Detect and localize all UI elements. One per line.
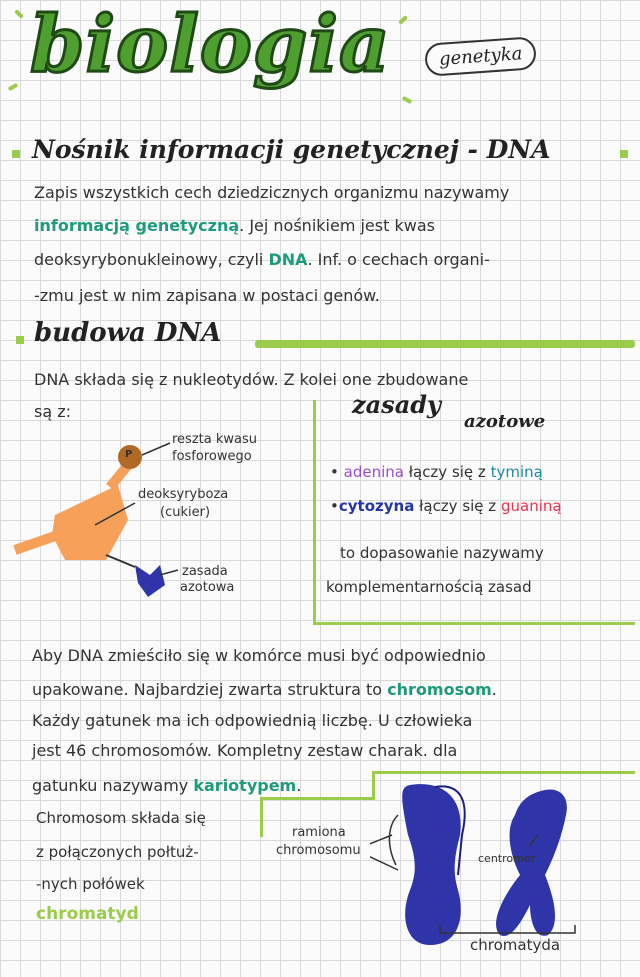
text-line: deoksyrybonukleinowy, czyli DNA. Inf. o cechach organi-	[34, 250, 490, 269]
text-line: jest 46 chromosomów. Kompletny zestaw charak. dla	[32, 741, 458, 760]
bond-line	[110, 465, 128, 487]
label-arms: chromosomu	[276, 843, 361, 858]
label-base: zasada	[182, 564, 228, 579]
heading-bullet	[16, 336, 24, 344]
base-pair-row: • adenina łączy się z tyminą	[330, 463, 543, 481]
text-line: są z:	[34, 402, 72, 421]
text-line: Zapis wszystkich cech dziedzicznych organizmu nazywamy	[34, 183, 510, 202]
nucleotide-diagram	[10, 425, 310, 615]
label-chromatid: chromatyda	[470, 936, 561, 954]
bases-heading: azotowe	[464, 411, 546, 432]
chromosome-x-shape	[402, 784, 461, 945]
pointer-line	[142, 443, 170, 455]
sparkle-icon	[402, 96, 413, 104]
text-line: to dopasowanie nazywamy	[340, 544, 544, 562]
divider	[313, 622, 635, 625]
text-line: upakowane. Najbardziej zwarta struktura to chromosom.	[32, 680, 497, 699]
label-base: azotowa	[180, 580, 235, 595]
sparkle-icon	[8, 83, 19, 91]
section-heading-dna-structure: budowa DNA	[34, 318, 222, 348]
bond-line	[106, 555, 135, 567]
topic-tag: genetyka	[424, 36, 537, 77]
phosphate-label-p: P	[125, 449, 133, 460]
label-phosphate: fosforowego	[172, 449, 252, 464]
text-line: Chromosom składa się	[36, 809, 206, 827]
sparkle-icon	[398, 15, 408, 25]
label-centromere: centromer	[478, 852, 536, 865]
text-line: komplementarnością zasad	[326, 578, 532, 596]
heading-bullet	[12, 150, 20, 158]
keyword-chromatid: chromatyd	[36, 904, 139, 924]
section-heading-dna-info: Nośnik informacji genetycznej - DNA	[32, 135, 551, 164]
text-line: -nych połówek	[36, 875, 145, 893]
text-line: Każdy gatunek ma ich odpowiednią liczbę. U człowieka	[32, 711, 473, 730]
label-sugar: deoksyryboza	[138, 487, 229, 502]
bond-line	[15, 535, 58, 550]
label-phosphate: reszta kwasu	[172, 432, 257, 447]
divider	[313, 400, 316, 622]
sugar-shape	[52, 485, 128, 560]
page-title: biologia	[30, 0, 391, 90]
base-pair-row: •cytozyna łączy się z guaniną	[330, 497, 562, 515]
text-line: DNA składa się z nukleotydów. Z kolei one zbudowane	[34, 370, 469, 389]
text-line: -zmu jest w nim zapisana w postaci genów.	[34, 286, 380, 305]
keyword: informacją genetyczną	[34, 216, 240, 235]
label-arms: ramiona	[292, 825, 346, 840]
divider	[260, 797, 263, 837]
text-line: z połączonych połtuż-	[36, 843, 199, 861]
bracket-line	[389, 815, 398, 865]
sparkle-icon	[14, 9, 24, 19]
label-sugar: (cukier)	[160, 505, 211, 520]
text-line: informacją genetyczną. Jej nośnikiem jest kwas	[34, 216, 435, 235]
heading-bullet	[620, 150, 628, 158]
bases-heading: zasady	[352, 390, 441, 419]
pointer-line	[160, 570, 178, 575]
divider	[255, 340, 635, 348]
divider	[372, 771, 635, 774]
divider	[260, 797, 375, 800]
pointer-line	[370, 835, 392, 847]
text-line: gatunku nazywamy kariotypem.	[32, 776, 302, 795]
text-line: Aby DNA zmieściło się w komórce musi być odpowiednio	[32, 646, 486, 665]
base-shape	[135, 565, 165, 597]
